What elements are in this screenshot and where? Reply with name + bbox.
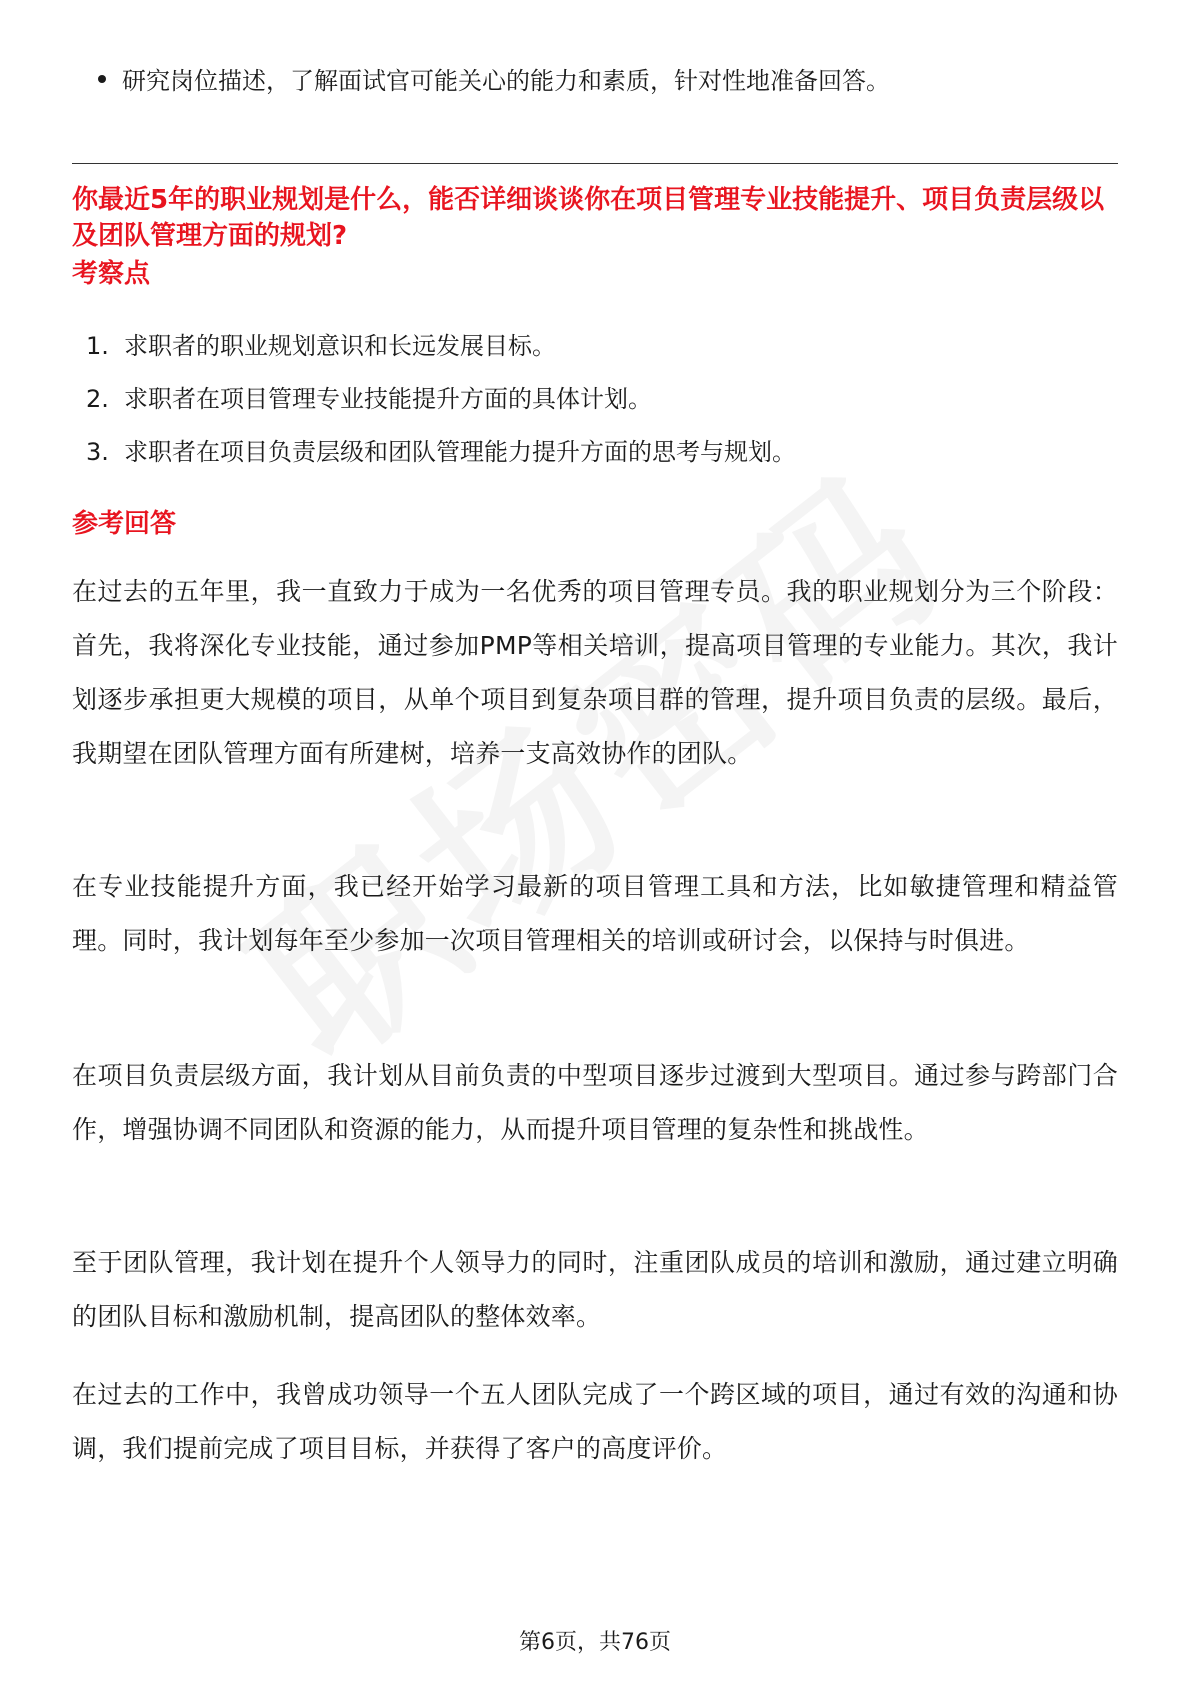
answer-paragraph: 在过去的五年里，我一直致力于成为一名优秀的项目管理专员。我的职业规划分为三个阶段：首先，我将深化专业技能，通过参加PMP等相关培训，提高项目管理的专业能力。其次，我计划逐步承担更大规模的项目，从单个项目到复杂项目群的管理，提升项目负责的层级。最后，我期望在团队管理方面有所建树，培养一支高效协作的团队。 [72, 577, 1118, 768]
focus-item-text: 求职者在项目管理专业技能提升方面的具体计划。 [124, 385, 652, 413]
answer-paragraph: 在项目负责层级方面，我计划从目前负责的中型项目逐步过渡到大型项目。通过参与跨部门合作，增强协调不同团队和资源的能力，从而提升项目管理的复杂性和挑战性。 [72, 1061, 1118, 1144]
answer-paragraph: 在专业技能提升方面，我已经开始学习最新的项目管理工具和方法，比如敏捷管理和精益管理。同时，我计划每年至少参加一次项目管理相关的培训或研讨会，以保持与时俱进。 [72, 872, 1118, 955]
answer-heading: 参考回答 [72, 509, 177, 539]
question-title: 你最近5年的职业规划是什么，能否详细谈谈你在项目管理专业技能提升、项目负责层级以及团队管理方面的规划? [72, 185, 1105, 251]
section-divider [72, 163, 1118, 164]
bullet-text: 研究岗位描述，了解面试官可能关心的能力和素质，针对性地准备回答。 [122, 67, 890, 95]
bullet-item [98, 63, 890, 99]
answer-paragraph: 至于团队管理，我计划在提升个人领导力的同时，注重团队成员的培训和激励，通过建立明确的团队目标和激励机制，提高团队的整体效率。 [72, 1248, 1118, 1331]
focus-heading: 考察点 [72, 259, 151, 289]
focus-item-number: 1. [86, 332, 109, 360]
answer-paragraph: 在过去的工作中，我曾成功领导一个五人团队完成了一个跨区域的项目，通过有效的沟通和协调，我们提前完成了项目目标，并获得了客户的高度评价。 [72, 1380, 1118, 1463]
focus-item [86, 434, 796, 470]
focus-item-text: 求职者在项目负责层级和团队管理能力提升方面的思考与规划。 [124, 438, 796, 466]
focus-item [86, 381, 652, 417]
focus-item-text: 求职者的职业规划意识和长远发展目标。 [124, 332, 556, 360]
page-footer: 第6页，共76页 [519, 1630, 671, 1655]
focus-item-number: 2. [86, 385, 109, 413]
focus-item [86, 328, 556, 364]
bullet-dot-icon [98, 75, 106, 83]
focus-item-number: 3. [86, 438, 109, 466]
